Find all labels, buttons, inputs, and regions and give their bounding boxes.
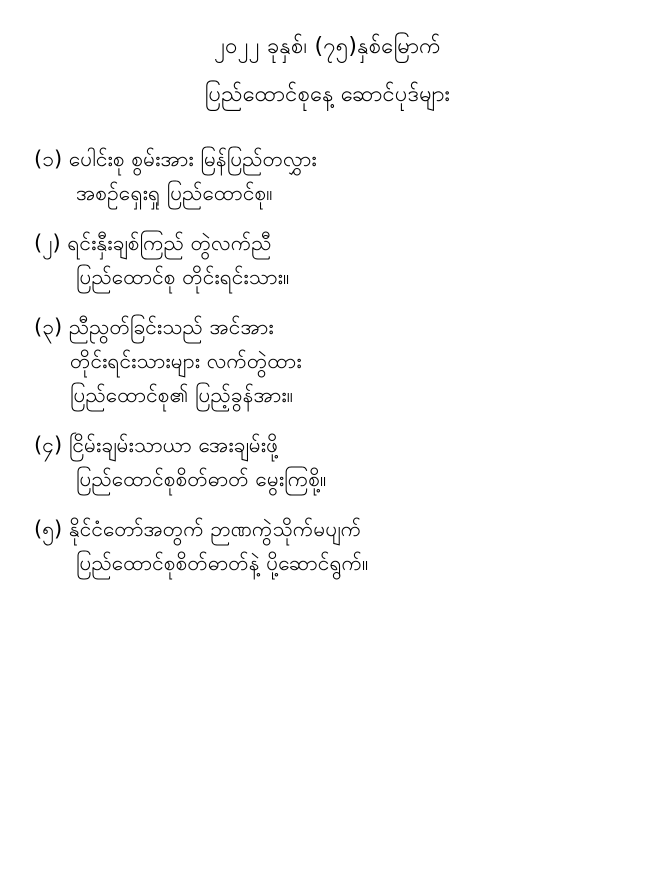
slogan-item — [24, 310, 631, 412]
slogan-line: (၃) ညီညွတ်ခြင်းသည် အင်အား — [34, 315, 274, 340]
slogan-line: အစဉ်ရှေးရှု ပြည်ထောင်စု။ — [76, 181, 273, 206]
slogan-line: (၁) ပေါင်းစု စွမ်းအား မြန်ပြည်တလွှား — [34, 147, 317, 172]
slogan-line: (၂) ရင်းနှီးချစ်ကြည် တွဲလက်ညီ — [34, 231, 272, 256]
slogan-item — [24, 142, 631, 210]
slogan-line: တိုင်းရင်းသားများ လက်တွဲထား — [70, 349, 302, 374]
header-line-1: ၂၀၂၂ ခုနှစ်၊ (၇၅)နှစ်မြောက် — [214, 34, 441, 59]
header-line-2: ပြည်ထောင်စုနေ့ ဆောင်ပုဒ်များ — [204, 82, 451, 108]
slogan-line: (၄) ငြိမ်းချမ်းသာယာ အေးချမ်းဖို့ — [34, 433, 279, 458]
document-header — [24, 30, 631, 112]
slogan-line: (၅) နိုင်ငံတော်အတွက် ဉာဏကွဲသိုက်မပျက် — [34, 517, 362, 542]
slogan-item — [24, 512, 631, 580]
slogan-line: ပြည်ထောင်စု တိုင်းရင်းသား။ — [76, 265, 290, 290]
slogan-line: ပြည်ထောင်စုစိတ်ဓာတ် မွေးကြစို့။ — [76, 467, 327, 492]
slogan-item — [24, 226, 631, 294]
slogan-list — [24, 142, 631, 580]
slogan-item — [24, 428, 631, 496]
slogan-line: ပြည်ထောင်စု၏ ပြည့်ခွန်အား။ — [70, 383, 294, 408]
slogan-line: ပြည်ထောင်စုစိတ်ဓာတ်နဲ့ ပို့ဆောင်ရွက်။ — [76, 551, 369, 576]
